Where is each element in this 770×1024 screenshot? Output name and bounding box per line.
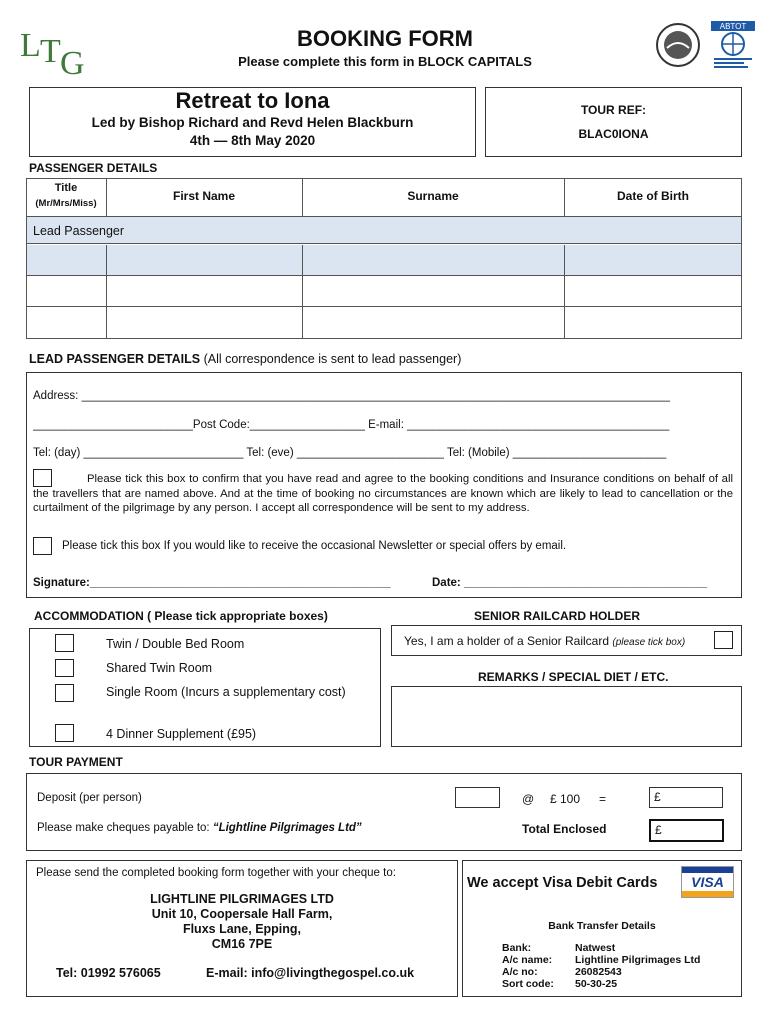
visa-logo-icon: [681, 866, 734, 898]
single-room-label: Single Room (Incurs a supplementary cost): [106, 685, 346, 699]
deposit-quantity-input[interactable]: [455, 787, 500, 808]
col-surname-header: Surname: [407, 189, 459, 203]
company-telephone: Tel: 01992 576065: [56, 966, 161, 980]
dinner-supplement-label: 4 Dinner Supplement (£95): [106, 727, 257, 741]
bank-row: A/c name: Lightline Pilgrimages Ltd: [502, 954, 701, 966]
tour-name: Retreat to Iona: [175, 88, 330, 113]
shared-twin-label: Shared Twin Room: [106, 661, 213, 675]
shared-twin-checkbox[interactable]: [55, 659, 74, 677]
single-room-checkbox[interactable]: [55, 684, 74, 702]
equals-symbol: =: [599, 792, 607, 806]
railcard-text: Yes, I am a holder of a Senior Railcard (please tick box): [404, 634, 686, 648]
surname-cell[interactable]: [303, 245, 565, 276]
first-name-cell[interactable]: [107, 276, 303, 307]
twin-double-checkbox[interactable]: [55, 634, 74, 652]
svg-text:T: T: [40, 33, 61, 70]
bank-row: A/c no: 26082543: [502, 966, 622, 978]
accommodation-heading: ACCOMMODATION ( Please tick appropriate boxes): [34, 609, 328, 623]
tour-ref-value: BLAC0IONA: [578, 127, 649, 141]
payment-heading: TOUR PAYMENT: [29, 755, 123, 769]
postcode-email-field[interactable]: _________________________Post Code:__________________ E-mail: _________________________________________: [33, 419, 670, 431]
visa-heading: We accept Visa Debit Cards: [467, 875, 658, 891]
telephone-fields[interactable]: Tel: (day) _________________________ Tel: (eve) _______________________ Tel: (Mobile) ________________________: [33, 447, 667, 459]
tour-ref-label: TOUR REF:: [580, 103, 647, 117]
dob-cell[interactable]: [565, 245, 741, 276]
surname-cell[interactable]: [303, 307, 565, 338]
title-cell[interactable]: [27, 276, 107, 307]
bank-row: Bank: Natwest: [502, 942, 616, 954]
lead-passenger-label: Lead Passenger: [33, 224, 125, 238]
signature-field[interactable]: Signature:_______________________________________________: [33, 577, 391, 589]
at-symbol: @: [522, 792, 535, 806]
send-to-intro: Please send the completed booking form together with your cheque to:: [36, 867, 396, 879]
bank-transfer-heading: Bank Transfer Details: [548, 920, 656, 932]
title-cell[interactable]: [27, 307, 107, 338]
company-email: E-mail: info@livingthegospel.co.uk: [206, 966, 415, 980]
twin-double-label: Twin / Double Bed Room: [106, 637, 245, 651]
col-first-header: First Name: [172, 189, 236, 203]
dob-cell[interactable]: [565, 307, 741, 338]
passenger-row[interactable]: [27, 276, 741, 307]
total-enclosed-label: Total Enclosed: [522, 822, 607, 836]
terms-text: Please tick this box to confirm that you have read and agree to the booking conditions and Insurance conditions on behalf of all the travellers that are named above. And at the time of booking no circumstances are known which are likely to lead to cancellation or the curtailment of the pilgrimage by any person. I accept all correspondence will be sent to my address.: [33, 473, 733, 514]
form-title: BOOKING FORM: [297, 26, 473, 51]
newsletter-text: Please tick this box If you would like to receive the occasional Newsletter or special offers by email.: [62, 540, 567, 552]
surname-cell[interactable]: [303, 276, 565, 307]
dob-cell[interactable]: [565, 276, 741, 307]
svg-text:ABTOT: ABTOT: [719, 22, 747, 31]
tour-ref-box: [485, 87, 742, 157]
dinner-supplement-checkbox[interactable]: [55, 724, 74, 742]
deposit-label: Deposit (per person): [37, 792, 142, 804]
pound-sign: £: [655, 823, 662, 837]
newsletter-checkbox[interactable]: [33, 537, 52, 555]
remarks-box[interactable]: [391, 686, 742, 747]
address-line-2: Fluxs Lane, Epping,: [182, 922, 302, 936]
svg-text:L: L: [20, 27, 41, 64]
bank-details-list: [502, 942, 700, 990]
passenger-section-label: PASSENGER DETAILS: [29, 161, 158, 175]
date-field[interactable]: Date: ______________________________________: [432, 577, 707, 589]
col-dob-header: Date of Birth: [617, 189, 689, 203]
deposit-amount: £ 100: [550, 792, 581, 806]
railcard-checkbox[interactable]: [714, 631, 733, 649]
passenger-row[interactable]: [27, 245, 741, 276]
railcard-heading: SENIOR RAILCARD HOLDER: [474, 609, 641, 623]
first-name-cell[interactable]: [107, 307, 303, 338]
association-seal-icon: [655, 22, 701, 68]
address-line-3: CM16 7PE: [211, 937, 273, 951]
svg-text:G: G: [60, 45, 85, 78]
address-line-1: Unit 10, Coopersale Hall Farm,: [151, 907, 333, 921]
address-field[interactable]: Address: ____________________________________________________________________________________________: [33, 390, 670, 402]
abtot-badge-icon: [710, 20, 756, 72]
first-name-cell[interactable]: [107, 245, 303, 276]
passenger-header-row: [26, 178, 742, 216]
pound-sign: £: [654, 790, 661, 804]
company-name: LIGHTLINE PILGRIMAGES LTD: [150, 892, 334, 906]
passenger-row[interactable]: [27, 307, 741, 338]
tour-leaders: Led by Bishop Richard and Revd Helen Blackburn: [91, 115, 414, 130]
payment-box: [26, 773, 742, 851]
cheques-payable-text: Please make cheques payable to: “Lightline Pilgrimages Ltd”: [37, 822, 362, 834]
lead-passenger-row: [27, 217, 741, 244]
tour-dates: 4th — 8th May 2020: [189, 133, 316, 148]
remarks-heading: REMARKS / SPECIAL DIET / ETC.: [478, 670, 669, 684]
form-subtitle: Please complete this form in BLOCK CAPITALS: [238, 54, 532, 69]
lead-details-heading: LEAD PASSENGER DETAILS (All correspondence is sent to lead passenger): [29, 352, 462, 366]
title-cell[interactable]: [27, 245, 107, 276]
bank-row: Sort code: 50-30-25: [502, 978, 618, 990]
col-title-header: Title (Mr/Mrs/Miss): [35, 182, 97, 209]
visa-logo-text: VISA: [691, 874, 724, 890]
